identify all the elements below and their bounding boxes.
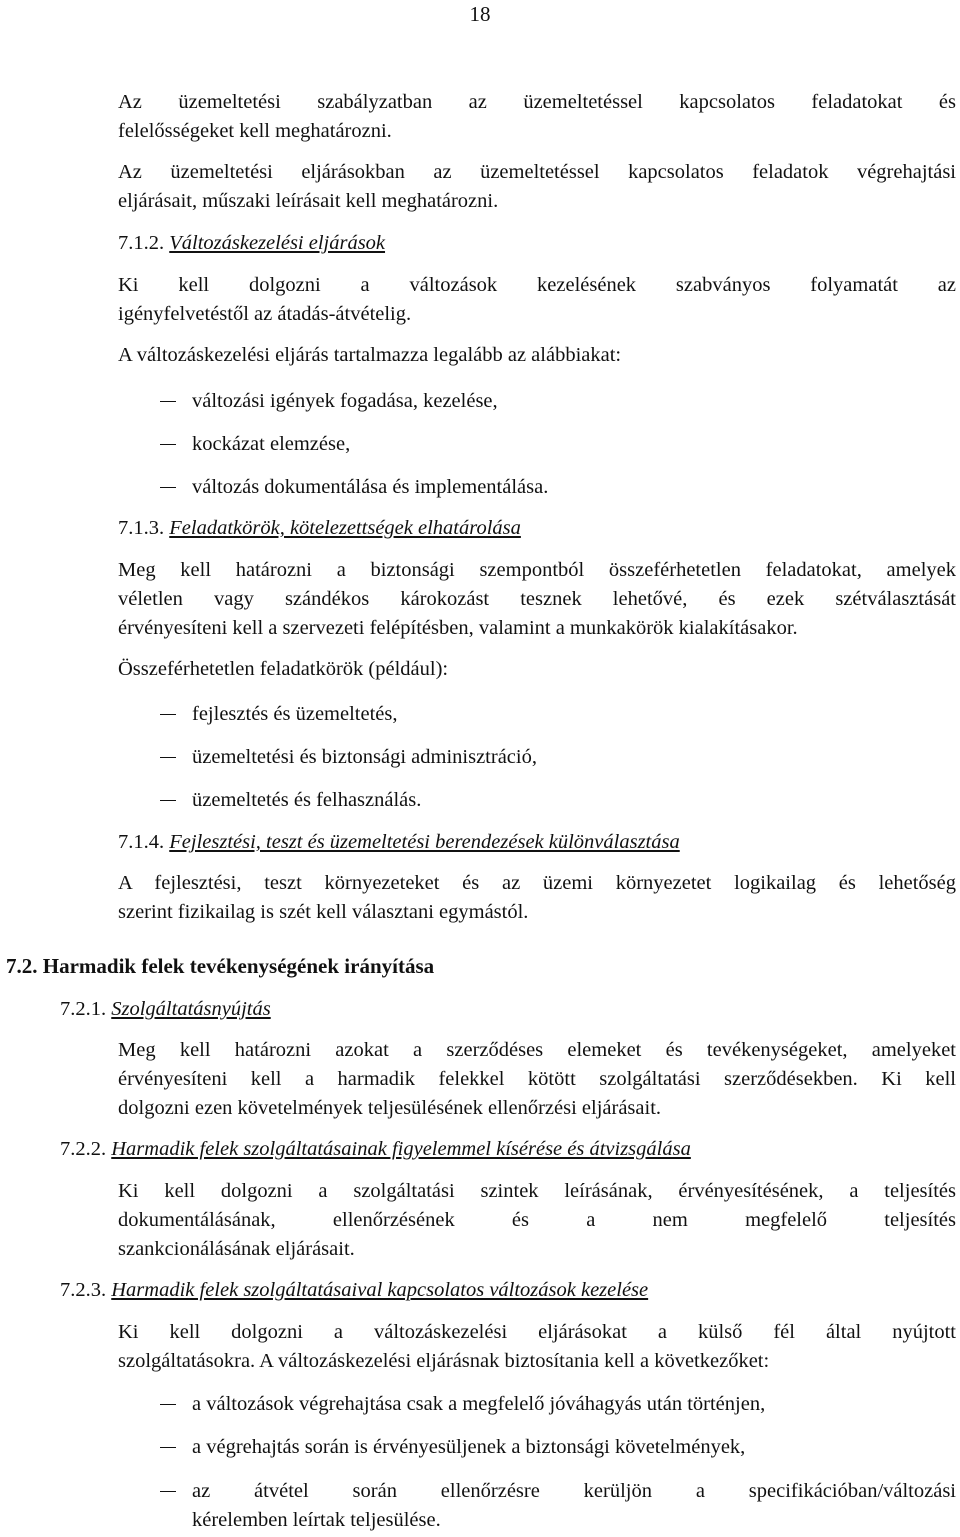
list-item-text: változási igények fogadása, kezelése,	[192, 390, 498, 412]
section-number: 7.1.2.	[118, 232, 165, 254]
page-number: 18	[469, 2, 491, 26]
dash-bullet-icon	[160, 444, 176, 445]
text-line: Meg kell határozni azokat a szerződéses elemeket és tevékenységeket, amelyeket	[118, 1039, 956, 1061]
list-item	[160, 700, 956, 729]
section-number: 7.2.1.	[60, 998, 107, 1020]
text-line: Ki kell dolgozni a változások kezelésének szabványos folyamatát az	[118, 274, 956, 296]
dash-bullet-icon	[160, 714, 176, 715]
text-line: igényfelvetéstől az átadás-átvételig.	[118, 303, 412, 325]
section-heading-7-1-3	[118, 514, 521, 543]
text-line: szolgáltatásokra. A változáskezelési eljárásnak biztosítania kell a következőket:	[118, 1350, 770, 1372]
dash-bullet-icon	[160, 1491, 176, 1492]
text-line: érvényesíteni kell a harmadik felekkel kötött szolgáltatási szerződésekben. Ki kell	[118, 1068, 956, 1090]
section-title: Harmadik felek szolgáltatásainak figyelemmel kísérése és átvizsgálása	[111, 1138, 691, 1160]
text-line: érvényesíteni kell a szervezeti felépítésben, valamint a munkakörök kialakításakor.	[118, 617, 798, 639]
section-heading-7-1-4	[118, 828, 680, 857]
list-item	[160, 786, 956, 815]
list-item	[160, 430, 956, 459]
section-number: 7.1.4.	[118, 831, 165, 853]
section-heading-7-2-1	[60, 995, 271, 1024]
list-item-text: üzemeltetés és felhasználás.	[192, 789, 422, 811]
section-heading-7-2-2	[60, 1135, 691, 1164]
list-item-text: kockázat elemzése,	[192, 433, 351, 455]
dash-bullet-icon	[160, 487, 176, 488]
section-number: 7.2.	[6, 954, 38, 978]
section-title: Szolgáltatásnyújtás	[111, 998, 271, 1020]
paragraph-service-monitoring	[118, 1177, 956, 1264]
paragraph-environment-separation	[118, 869, 956, 927]
text-line: Meg kell határozni a biztonsági szempontból összeférhetetlen feladatokat, amelyek	[118, 559, 956, 581]
paragraph-change-process	[118, 271, 956, 329]
section-heading-7-2	[6, 952, 434, 981]
section-number: 7.2.2.	[60, 1138, 107, 1160]
paragraph-operating-procedures	[118, 158, 956, 216]
section-title: Feladatkörök, kötelezettségek elhatárolása	[169, 517, 521, 539]
list-item-text: a végrehajtás során is érvényesüljenek a biztonsági követelmények,	[192, 1436, 746, 1458]
text-line: szankcionálásának eljárásait.	[118, 1238, 355, 1260]
text-line: kérelemben leírtak teljesülése.	[192, 1509, 441, 1531]
section-title: Fejlesztési, teszt és üzemeltetési berendezések különválasztása	[169, 831, 680, 853]
text-line: az átvétel során ellenőrzésre kerüljön a specifikációban/változási	[192, 1480, 956, 1502]
text-line: dolgozni ezen követelmények teljesülésének ellenőrzési eljárásait.	[118, 1097, 662, 1119]
text-line: Ki kell dolgozni a szolgáltatási szintek leírásának, érvényesítésének, a teljesítés	[118, 1180, 956, 1202]
section-number: 7.1.3.	[118, 517, 165, 539]
section-number: 7.2.3.	[60, 1279, 107, 1301]
list-item	[160, 1433, 956, 1462]
dash-bullet-icon	[160, 1404, 176, 1405]
paragraph-change-procedure-intro: A változáskezelési eljárás tartalmazza legalább az alábbiakat:	[118, 344, 622, 366]
list-item-text: a változások végrehajtása csak a megfelelő jóváhagyás után történjen,	[192, 1393, 766, 1415]
paragraph-incompatible-tasks	[118, 556, 956, 643]
list-item	[160, 387, 956, 416]
text-line: felelősségeket kell meghatározni.	[118, 120, 392, 142]
paragraph-incompatible-examples-intro: Összeférhetetlen feladatkörök (például):	[118, 658, 449, 680]
dash-bullet-icon	[160, 1447, 176, 1448]
list-item-text: változás dokumentálása és implementálása.	[192, 476, 549, 498]
paragraph-contract-elements	[118, 1036, 956, 1123]
list-item-text: fejlesztés és üzemeltetés,	[192, 703, 398, 725]
paragraph-operating-rules	[118, 88, 956, 146]
dash-bullet-icon	[160, 757, 176, 758]
dash-bullet-icon	[160, 800, 176, 801]
list-item	[160, 473, 956, 502]
text-line: Az üzemeltetési szabályzatban az üzemeltetéssel kapcsolatos feladatokat és	[118, 91, 956, 113]
section-heading-7-2-3	[60, 1276, 648, 1305]
list-item	[160, 743, 956, 772]
section-title: Változáskezelési eljárások	[169, 232, 386, 254]
list-item	[160, 1477, 956, 1535]
text-line: Az üzemeltetési eljárásokban az üzemeltetéssel kapcsolatos feladatok végrehajtási	[118, 161, 956, 183]
paragraph-third-party-change	[118, 1318, 956, 1376]
text-line: eljárásait, műszaki leírásait kell meghatározni.	[118, 190, 499, 212]
text-line: A fejlesztési, teszt környezeteket és az üzemi környezetet logikailag és lehetőség	[118, 872, 956, 894]
list-item-text: üzemeltetési és biztonsági adminisztráció,	[192, 746, 537, 768]
section-title: Harmadik felek szolgáltatásaival kapcsolatos változások kezelése	[111, 1279, 649, 1301]
list-item	[160, 1390, 956, 1419]
text-line: dokumentálásának, ellenőrzésének és a nem megfelelő teljesítés	[118, 1209, 956, 1231]
text-line: szerint fizikailag is szét kell választani egymástól.	[118, 901, 529, 923]
section-title: Harmadik felek tevékenységének irányítása	[42, 954, 435, 978]
section-heading-7-1-2	[118, 229, 385, 258]
text-line: Ki kell dolgozni a változáskezelési eljárásokat a külső fél által nyújtott	[118, 1321, 956, 1343]
text-line: véletlen vagy szándékos károkozást tesznek lehetővé, és ezek szétválasztását	[118, 588, 956, 610]
dash-bullet-icon	[160, 401, 176, 402]
list-item-text	[192, 1477, 956, 1535]
